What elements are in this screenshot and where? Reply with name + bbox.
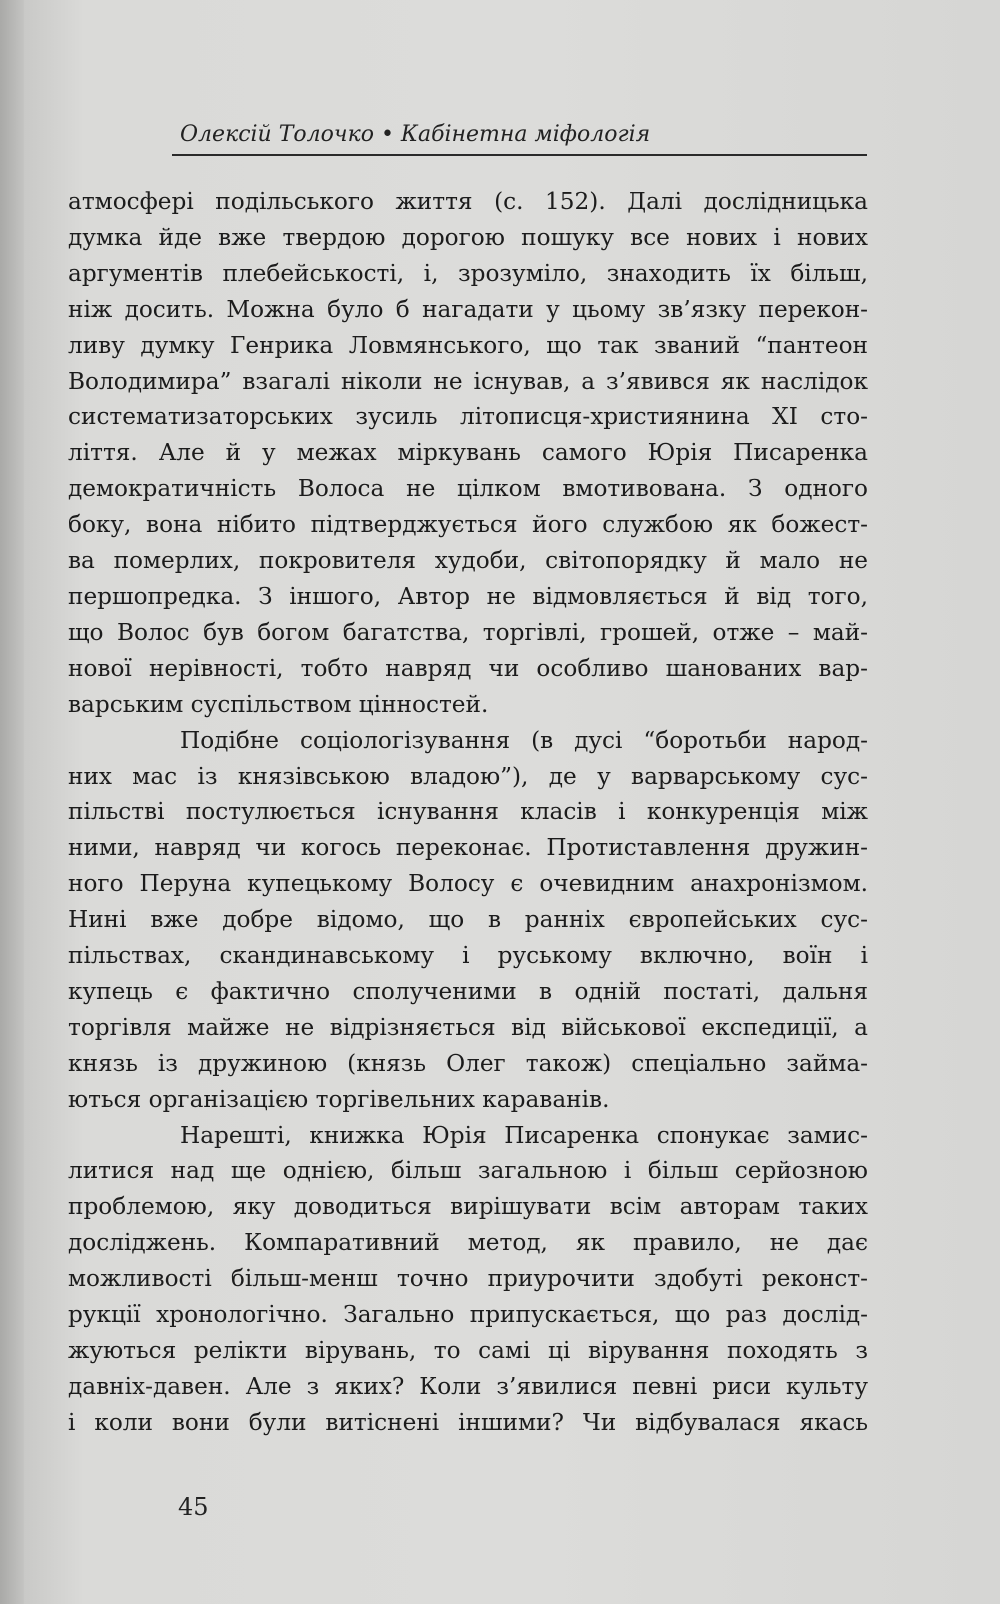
text-line: ними, навряд чи когось переконає. Протиставлення дружин- [68,834,868,862]
text-line: аргументів плебейськості, і, зрозуміло, знаходить їх більш, [68,259,868,287]
text-line: купець є фактично сполученими в одній постаті, дальня [68,977,868,1005]
text-line: ливу думку Генрика Ловмянського, що так званий “пантеон [68,331,868,359]
text-line: рукції хронологічно. Загально припускається, що раз дослід- [68,1301,868,1329]
body-text [68,184,868,1441]
text-line: давніх-давен. Але з яких? Коли з’явилися певні риси культу [68,1372,868,1400]
text-line: систематизаторських зусиль літописця-християнина XI сто- [68,403,868,431]
text-line: демократичність Волоса не цілком вмотивована. З одного [68,475,868,503]
text-line: ва померлих, покровителя худоби, світопорядку й мало не [68,547,868,575]
text-line: жуються релікти вірувань, то самі ці вірування походять з [68,1337,868,1364]
text-line: нової нерівності, тобто навряд чи особливо шанованих вар- [68,654,868,682]
text-line: думка йде вже твердою дорогою пошуку все нових і нових [68,223,868,251]
text-line: проблемою, яку доводиться вирішувати всім авторам таких [68,1193,868,1221]
text-line: литися над ще однією, більш загальною і більш серйозною [68,1157,868,1185]
text-line: атмосфері подільського життя (с. 152). Далі дослідницька [68,188,868,215]
text-line: ються організацією торгівельних караванів. [68,1085,610,1113]
text-line: ліття. Але й у межах міркувань самого Юрія Писаренка [68,439,868,467]
book-gutter-shadow [0,0,24,1604]
text-line: князь із дружиною (князь Олег також) спеціально займа- [68,1049,868,1077]
text-line: варським суспільством цінностей. [68,690,489,718]
text-line: Нині вже добре відомо, що в ранніх європейських сус- [68,906,868,934]
text-line: і коли вони були витіснені іншими? Чи відбувалася якась [68,1408,868,1436]
text-line: ніж досить. Можна було б нагадати у цьому зв’язку перекон- [68,295,868,323]
text-line: пільстві постулюється існування класів і конкуренція між [68,798,868,826]
text-line: досліджень. Компаративний метод, як правило, не дає [68,1229,868,1257]
page-number: 45 [178,1493,209,1521]
text-line: боку, вона нібито підтверджується його службою як божест- [68,511,868,539]
running-header: Олексій Толочко • Кабінетна міфологія [180,122,651,147]
text-line: можливості більш-менш точно приурочити здобуті реконст- [68,1265,868,1293]
header-rule [172,154,867,156]
text-line: торгівля майже не відрізняється від військової експедиції, а [68,1013,868,1041]
text-line: них мас із князівською владою”), де у варварському сус- [68,762,868,790]
text-line: що Волос був богом багатства, торгівлі, грошей, отже – май- [68,618,868,646]
text-line: пільствах, скандинавському і руському включно, воїн і [68,942,868,970]
text-line: Подібне соціологізування (в дусі “боротьби народ- [180,726,868,754]
text-line: Нарешті, книжка Юрія Писаренка спонукає замис- [180,1121,868,1149]
text-line: ного Перуна купецькому Волосу є очевидним анахронізмом. [68,870,868,898]
text-line: Володимира” взагалі ніколи не існував, а з’явився як наслідок [68,367,868,395]
text-line: першопредка. З іншого, Автор не відмовляється й від того, [68,582,868,610]
